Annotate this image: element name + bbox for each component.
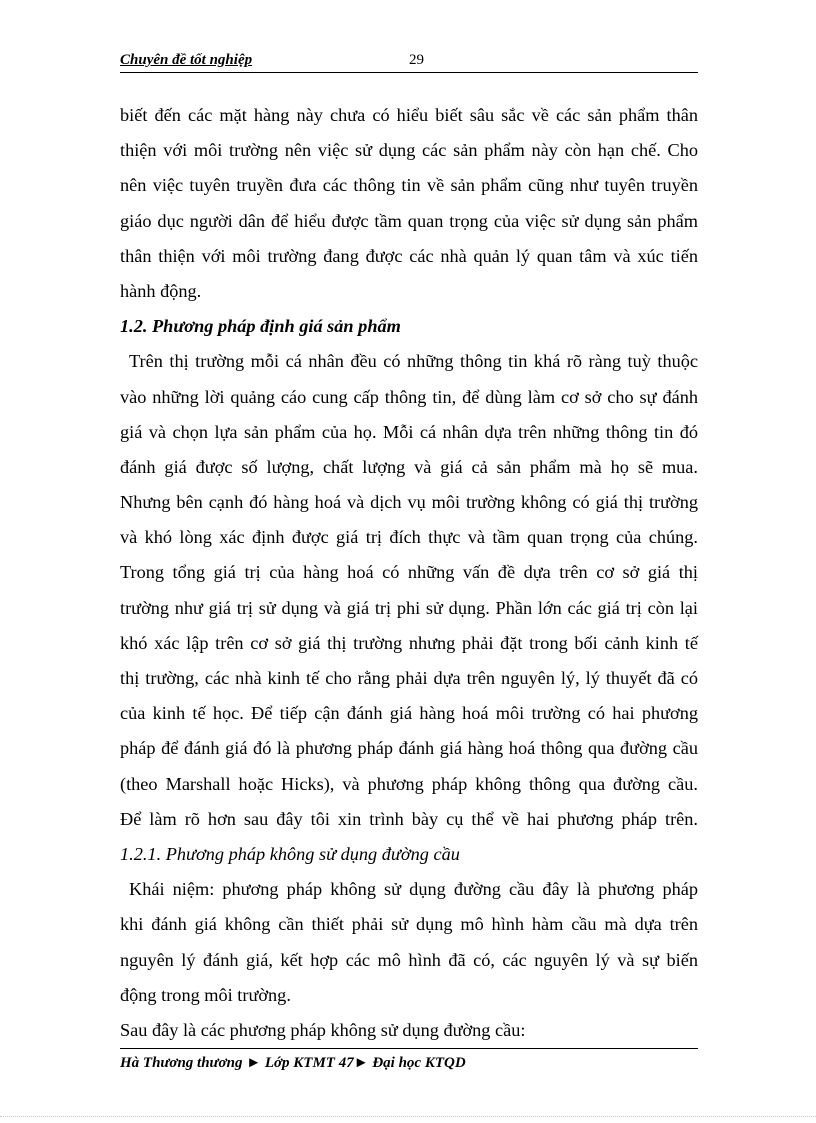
text-line: Để làm rõ hơn sau đây tôi xin trình bày cụ thể về hai phương pháp trên.	[120, 808, 698, 829]
text-line: giá và chọn lựa sản phẩm của họ. Mỗi cá nhân dựa trên những thông tin đó	[120, 421, 698, 442]
text-line: Khái niệm: phương pháp không sử dụng đường cầu đây là phương pháp	[129, 879, 698, 900]
text-line: thân thiện với môi trường đang được các nhà quản lý quan tâm và xúc tiến	[120, 245, 698, 266]
text-line: nguyên lý đánh giá, kết hợp các mô hình đã có, các nguyên lý và sự biến	[120, 949, 698, 970]
page-body	[120, 98, 698, 1048]
text-line: pháp để đánh giá đó là phương pháp đánh giá hàng hoá thông qua đường cầu	[120, 738, 698, 759]
text-line: thiện với môi trường nên việc sử dụng các sản phẩm này còn hạn chế. Cho	[120, 140, 698, 161]
text-line: động trong môi trường.	[120, 984, 291, 1005]
text-line: hành động.	[120, 280, 202, 301]
text-line: khi đánh giá không cần thiết phải sử dụng mô hình hàm cầu mà dựa trên	[120, 914, 698, 935]
text-line: nên việc tuyên truyền đưa các thông tin về sản phẩm cũng như tuyên truyền	[120, 175, 698, 196]
footer-school: Đại học KTQD	[372, 1055, 466, 1071]
text-line: Trong tổng giá trị của hàng hoá có những vấn đề dựa trên cơ sở giá thị	[120, 562, 698, 583]
text-line: vào những lời quảng cáo cung cấp thông tin, để dùng làm cơ sở cho sự đánh	[120, 386, 698, 407]
text-line: biết đến các mặt hàng này chưa có hiểu biết sâu sắc về các sản phẩm thân	[120, 105, 698, 125]
text-line: trường như giá trị sử dụng và giá trị phi sử dụng. Phần lớn các giá trị còn lại	[120, 597, 698, 618]
page-header	[120, 52, 698, 73]
subsection-heading: 1.2.1. Phương pháp không sử dụng đường cầu	[120, 843, 460, 864]
document-title: Chuyên đề tốt nghiệp	[120, 52, 253, 68]
paragraph-3	[120, 872, 698, 1013]
footer-separator-icon: ►	[246, 1055, 262, 1071]
text-line: Nhưng bên cạnh đó hàng hoá và dịch vụ môi trường không có giá thị trường	[120, 492, 698, 513]
text-line: của kinh tế học. Để tiếp cận đánh giá hàng hoá môi trường có hai phương	[120, 703, 698, 724]
section-heading: 1.2. Phương pháp định giá sản phẩm	[120, 316, 401, 337]
paragraph-1	[120, 98, 698, 309]
page-edge-divider	[0, 1116, 816, 1117]
text-line: đánh giá được số lượng, chất lượng và giá cả sản phẩm mà họ sẽ mua.	[120, 456, 698, 477]
page-footer	[120, 1048, 698, 1072]
footer-class: Lớp KTMT 47	[264, 1055, 354, 1071]
paragraph-4: Sau đây là các phương pháp không sử dụng đường cầu:	[120, 1019, 526, 1040]
text-line: giáo dục người dân để hiểu được tầm quan trọng của việc sử dụng sản phẩm	[120, 210, 698, 231]
page-number: 29	[409, 52, 424, 68]
text-line: và khó lòng xác định được giá trị đích thực và tầm quan trọng của chúng.	[120, 527, 698, 548]
text-line: Trên thị trường mỗi cá nhân đều có những thông tin khá rõ ràng tuỳ thuộc	[129, 351, 698, 372]
text-line: (theo Marshall hoặc Hicks), và phương pháp không thông qua đường cầu.	[120, 773, 698, 794]
text-line: thị trường, các nhà kinh tế cho rằng phải dựa trên nguyên lý, lý thuyết đã có	[120, 668, 698, 688]
footer-author: Hà Thương thương	[120, 1055, 243, 1071]
text-line: khó xác lập trên cơ sở giá thị trường nhưng phải đặt trong bối cảnh kinh tế	[120, 632, 698, 653]
footer-separator-icon: ►	[353, 1055, 369, 1071]
paragraph-2	[120, 344, 698, 837]
